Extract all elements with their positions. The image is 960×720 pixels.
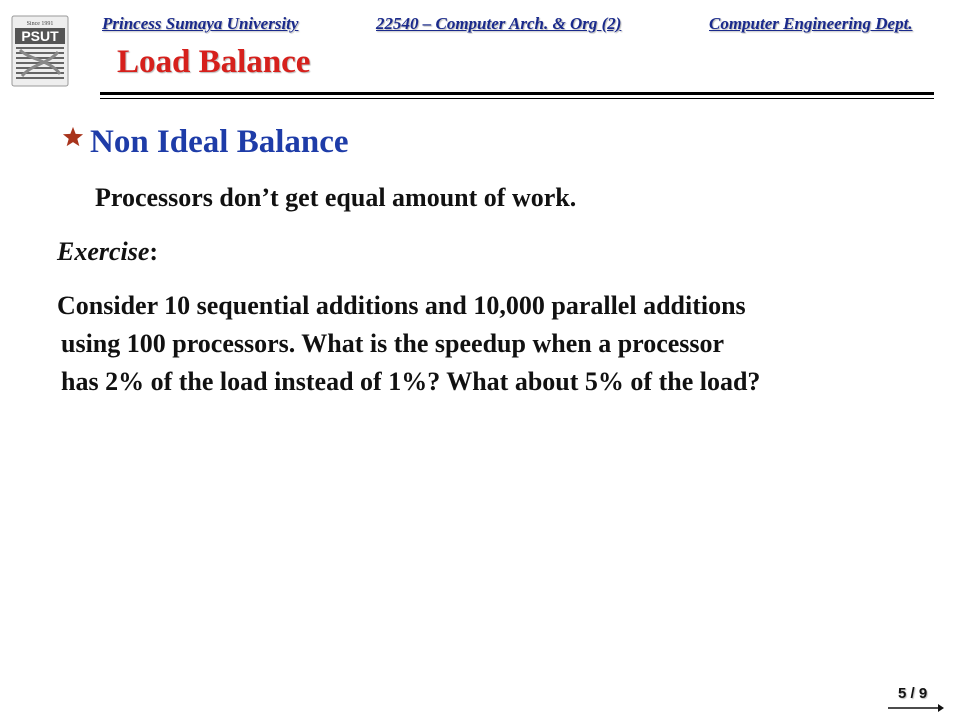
exercise-line-3: has 2% of the load instead of 1%? What about 5% of the load? [61,367,761,396]
header-university: Princess Sumaya University [102,14,299,33]
bullet-heading: Non Ideal Balance [90,124,349,160]
slide-title: Load Balance [117,44,311,80]
logo-name-text: PSUT [21,28,59,44]
exercise-colon: : [149,237,159,266]
exercise-paragraph [57,287,937,401]
exercise-line-1: Consider 10 sequential additions and 10,000 parallel additions [57,291,746,320]
logo-since-text: Since 1991 [26,21,54,27]
star-bullet-icon [62,126,84,148]
exercise-label-text: Exercise [57,237,150,266]
university-logo-icon [10,14,70,88]
exercise-label [57,237,158,267]
next-arrow-icon[interactable] [888,703,944,713]
bullet-item [62,124,349,161]
header-department: Computer Engineering Dept. [709,14,913,33]
bullet-subtext: Processors don’t get equal amount of work. [95,183,577,212]
page-number: 5 / 9 [898,685,928,702]
title-divider-thin [100,98,934,99]
title-divider [100,92,934,95]
header-course: 22540 – Computer Arch. & Org (2) [376,14,622,33]
exercise-line-2: using 100 processors. What is the speedup when a processor [61,329,725,358]
